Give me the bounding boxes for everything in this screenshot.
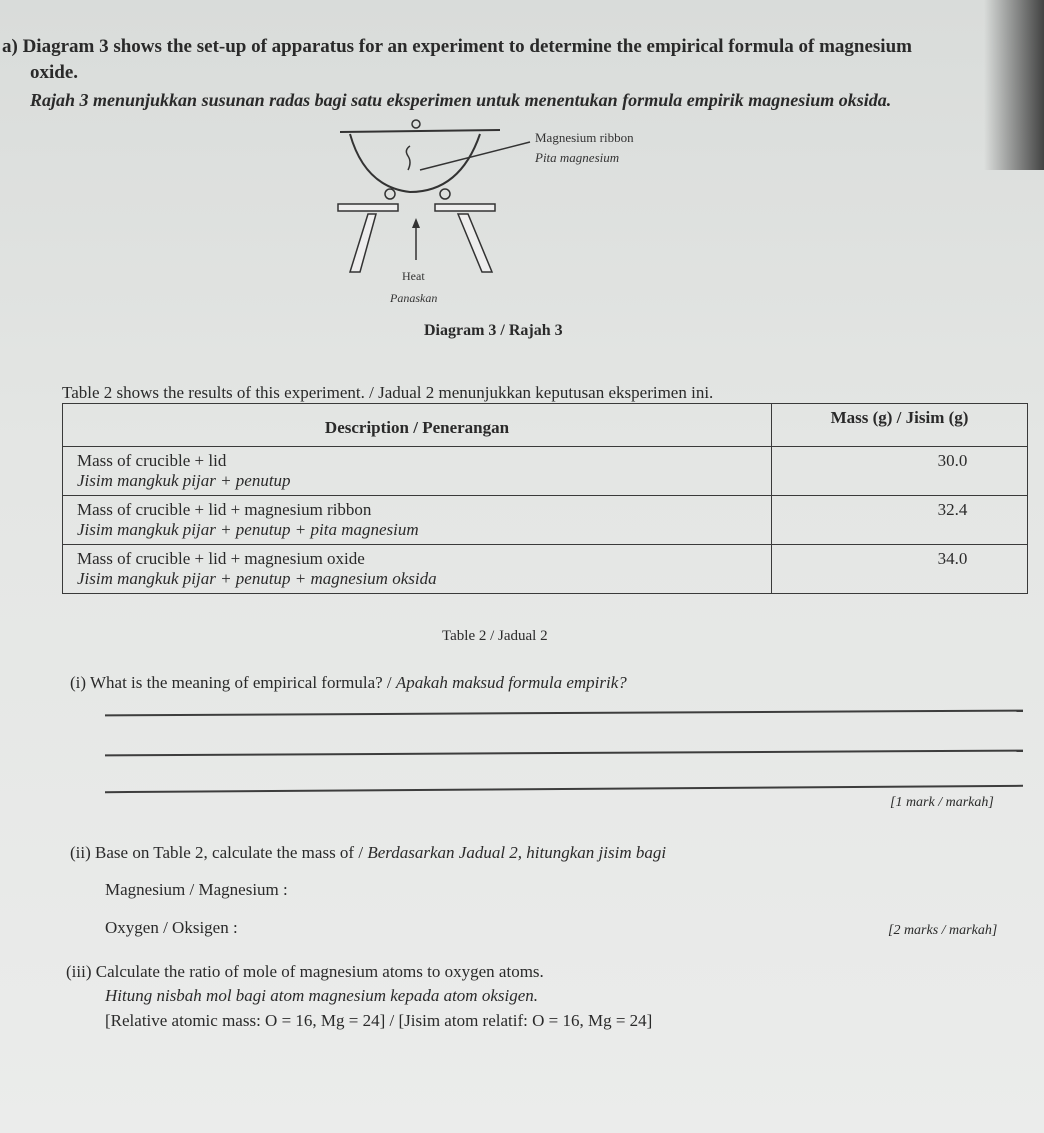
marks-q1: [1 mark / markah] <box>890 795 994 810</box>
marks-q2: [2 marks / markah] <box>888 923 998 938</box>
row-ms: Jisim mangkuk pijar + penutup + pita magnesium <box>77 520 419 539</box>
oxygen-prompt: Oxygen / Oksigen : <box>105 918 238 937</box>
row-mass: 30.0 <box>772 447 1028 496</box>
row-en: Mass of crucible + lid + magnesium ribbon <box>77 500 372 519</box>
question-1: (i) What is the meaning of empirical formula? / Apakah maksud formula empirik? <box>70 673 627 692</box>
answer-line[interactable] <box>105 785 1023 793</box>
question-2: (ii) Base on Table 2, calculate the mass of / Berdasarkan Jadual 2, hitungkan jisim bagi <box>70 843 667 862</box>
lid-knob <box>412 120 420 128</box>
intro-line-2: oxide. <box>30 62 79 83</box>
tripod-top-left <box>338 204 398 211</box>
table-intro: Table 2 shows the results of this experiment. / Jadual 2 menunjukkan keputusan eksperimen ini. <box>62 383 714 402</box>
heat-label-ms: Panaskan <box>390 291 438 305</box>
results-table <box>62 403 1028 594</box>
crucible-lid <box>340 130 500 132</box>
tripod-top-right <box>435 204 495 211</box>
magnesium-prompt: Magnesium / Magnesium : <box>105 880 288 899</box>
row-en: Mass of crucible + lid + magnesium oxide <box>77 549 365 568</box>
answer-line[interactable] <box>105 750 1023 756</box>
table-row <box>63 545 1028 594</box>
ribbon-label-ms: Pita magnesium <box>535 150 620 165</box>
crucible <box>350 134 480 192</box>
tripod-leg-right <box>458 214 492 272</box>
intro-line-1: a) Diagram 3 shows the set-up of apparatus for an experiment to determine the empirical formula of magnesium <box>2 36 912 57</box>
ribbon-label: Magnesium ribbon <box>535 130 634 145</box>
row-mass: 32.4 <box>772 496 1028 545</box>
tripod-leg-left <box>350 214 376 272</box>
table-caption: Table 2 / Jadual 2 <box>442 628 548 644</box>
magnesium-ribbon <box>406 146 410 170</box>
apparatus-diagram <box>320 112 680 312</box>
row-ms: Jisim mangkuk pijar + penutup <box>77 471 291 490</box>
header-description: Description / Penerangan <box>63 404 772 447</box>
question-3-ms: Hitung nisbah mol bagi atom magnesium kepada atom oksigen. <box>105 986 538 1005</box>
intro-line-3: Rajah 3 menunjukkan susunan radas bagi satu eksperimen untuk menentukan formula empirik magnesium oksida. <box>30 90 892 110</box>
answer-line[interactable] <box>105 710 1023 716</box>
diagram-caption: Diagram 3 / Rajah 3 <box>424 322 563 339</box>
table-row <box>63 447 1028 496</box>
question-3: (iii) Calculate the ratio of mole of magnesium atoms to oxygen atoms. <box>66 962 544 981</box>
row-mass: 34.0 <box>772 545 1028 594</box>
row-en: Mass of crucible + lid <box>77 451 227 470</box>
page-shadow <box>984 0 1044 170</box>
relative-atomic-mass: [Relative atomic mass: O = 16, Mg = 24] / [Jisim atom relatif: O = 16, Mg = 24] <box>105 1011 653 1030</box>
table-row <box>63 496 1028 545</box>
header-mass: Mass (g) / Jisim (g) <box>772 404 1028 447</box>
heat-label: Heat <box>402 269 425 283</box>
row-ms: Jisim mangkuk pijar + penutup + magnesium oksida <box>77 569 437 588</box>
